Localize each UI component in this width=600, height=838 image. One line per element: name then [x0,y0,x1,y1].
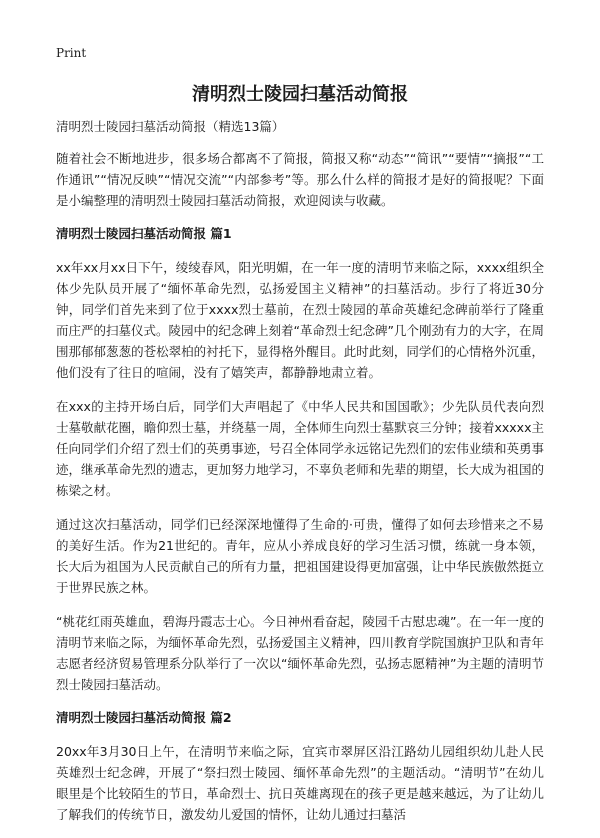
print-link[interactable]: Print [56,46,87,60]
article-body [56,118,544,838]
intro-paragraph: 随着社会不断地进步，很多场合都离不了简报，简报又称“动态”“简讯”“要情”“摘报”“工作通讯”“情况反映”“情况交流”“内部参考”等。那么什么样的简报才是好的简报呢？下面是小编整理的清明烈士陵园扫墓活动简报，欢迎阅读与收藏。 [56,151,544,208]
section-2-paragraph-1: 20xx年3月30日上午，在清明节来临之际，宜宾市翠屏区沿江路幼儿园组织幼儿赴人民英雄烈士纪念碑，开展了“祭扫烈士陵园、缅怀革命先烈”的主题活动。“清明节”在幼儿眼里是个比较陌生的节日，革命烈士、抗日英雄离现在的孩子更是越来越远，为了让幼儿了解我们的传统节日，激发幼儿爱国的情怀，让幼儿通过扫墓活 [56,744,544,822]
section-heading-2: 清明烈士陵园扫墓活动简报 篇2 [56,710,232,725]
section-1-paragraph-2: 在xxx的主持开场白后，同学们大声唱起了《中华人民共和国国歌》；少先队员代表向烈士墓敬献花圈，瞻仰烈士墓，并绕墓一周，全体师生向烈士墓默哀三分钟；接着xxxxx主任向同学们介绍了烈士们的英勇事迹，号召全体同学永远铭记先烈们的宏伟业绩和英勇事迹，继承革命先烈的遗志，更加努力地学习，不辜负老师和先辈的期望，长大成为祖国的栋梁之材。 [56,399,544,498]
article-subtitle: 清明烈士陵园扫墓活动简报（精选13篇） [56,119,285,134]
section-1-paragraph-1: xx年xx月xx日下午，绫绫春风，阳光明媚，在一年一度的清明节来临之际，xxxx组织全体少先队员开展了“缅怀革命先烈，弘扬爱国主义精神”的扫墓活动。步行了将近30分钟，同学们首先来到了位于xxxx烈士墓前，在烈士陵园的革命英雄纪念碑前举行了隆重而庄严的扫墓仪式。陵园中的纪念碑上刻着“革命烈士纪念碑”几个刚劲有力的大字，在周围那郁郁葱葱的苍松翠柏的衬托下，显得格外醒目。此时此刻，同学们的心情格外沉重，他们没有了往日的喧闹，没有了嬉笑声，都静静地肃立着。 [56,260,544,380]
section-1-paragraph-3: 通过这次扫墓活动，同学们已经深深地懂得了生命的·可贵，懂得了如何去珍惜来之不易的美好生活。作为21世纪的。青年，应从小养成良好的学习生活习惯，练就一身本领，长大后为祖国为人民贡献自己的所有力量，把祖国建设得更加富强，让中华民族傲然挺立于世界民族之林。 [56,517,544,595]
section-1-paragraph-4: “桃花红雨英雄血，碧海丹霞志士心。今日神州看奋起，陵园千古慰忠魂”。在一年一度的清明节来临之际，为缅怀革命先烈，弘扬爱国主义精神，四川教育学院国旗护卫队和青年志愿者经济贸易管理系分队举行了一次以“缅怀革命先烈，弘扬志愿精神”为主题的清明节烈士陵园扫墓活动。 [56,614,544,692]
page-title: 清明烈士陵园扫墓活动简报 [192,84,408,105]
section-heading-1: 清明烈士陵园扫墓活动简报 篇1 [56,226,232,241]
